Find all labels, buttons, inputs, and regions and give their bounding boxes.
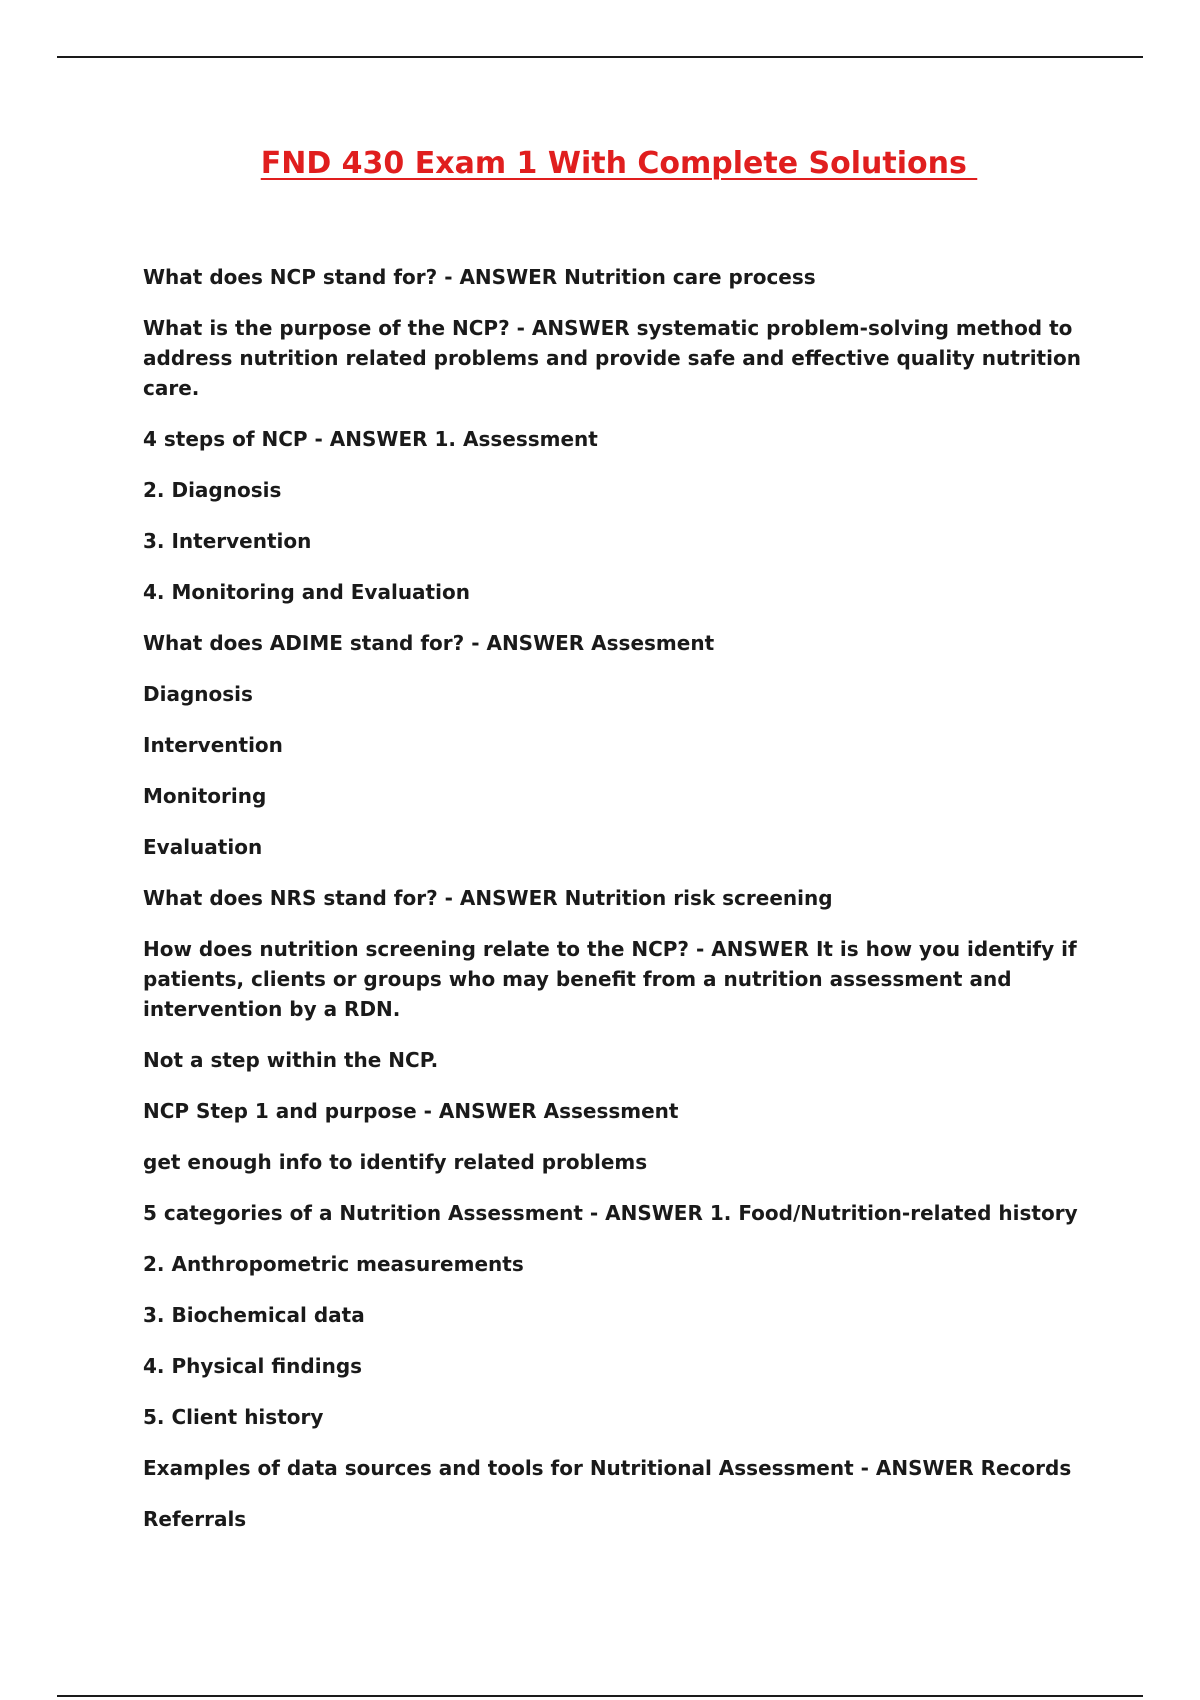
- paragraph: What does NRS stand for? - ANSWER Nutrition risk screening: [143, 886, 833, 910]
- paragraph: What is the purpose of the NCP? - ANSWER systematic problem-solving method to address nutrition related problems and provide safe and effective quality nutrition care.: [143, 316, 1081, 400]
- paragraph: What does NCP stand for? - ANSWER Nutrition care process: [143, 265, 816, 289]
- paragraph: Monitoring: [143, 784, 267, 808]
- paragraph: 4 steps of NCP - ANSWER 1. Assessment: [143, 427, 598, 451]
- paragraph: 4. Physical findings: [143, 1354, 363, 1378]
- paragraph: 5 categories of a Nutrition Assessment - ANSWER 1. Food/Nutrition-related history: [143, 1201, 1078, 1225]
- paragraph: Referrals: [143, 1507, 247, 1531]
- paragraph: 2. Anthropometric measurements: [143, 1252, 524, 1276]
- paragraph: 3. Biochemical data: [143, 1303, 365, 1327]
- paragraph: How does nutrition screening relate to the NCP? - ANSWER It is how you identify if patients, clients or groups who may benefit from a nutrition assessment and intervention by a RDN.: [143, 937, 1077, 1021]
- paragraph: 5. Client history: [143, 1405, 324, 1429]
- paragraph: 2. Diagnosis: [143, 478, 282, 502]
- top-rule: [57, 56, 1143, 58]
- paragraph: Diagnosis: [143, 682, 253, 706]
- paragraph: What does ADIME stand for? - ANSWER Assesment: [143, 631, 715, 655]
- paragraph: NCP Step 1 and purpose - ANSWER Assessment: [143, 1099, 679, 1123]
- paragraph: Examples of data sources and tools for Nutritional Assessment - ANSWER Records: [143, 1456, 1072, 1480]
- bottom-rule: [57, 1695, 1143, 1697]
- paragraph: Intervention: [143, 733, 283, 757]
- paragraph: get enough info to identify related problems: [143, 1150, 648, 1174]
- paragraph: 3. Intervention: [143, 529, 312, 553]
- paragraph: Evaluation: [143, 835, 263, 859]
- document-body: [143, 262, 1093, 1555]
- paragraph: 4. Monitoring and Evaluation: [143, 580, 470, 604]
- document-title: FND 430 Exam 1 With Complete Solutions: [260, 146, 978, 181]
- paragraph: Not a step within the NCP.: [143, 1048, 439, 1072]
